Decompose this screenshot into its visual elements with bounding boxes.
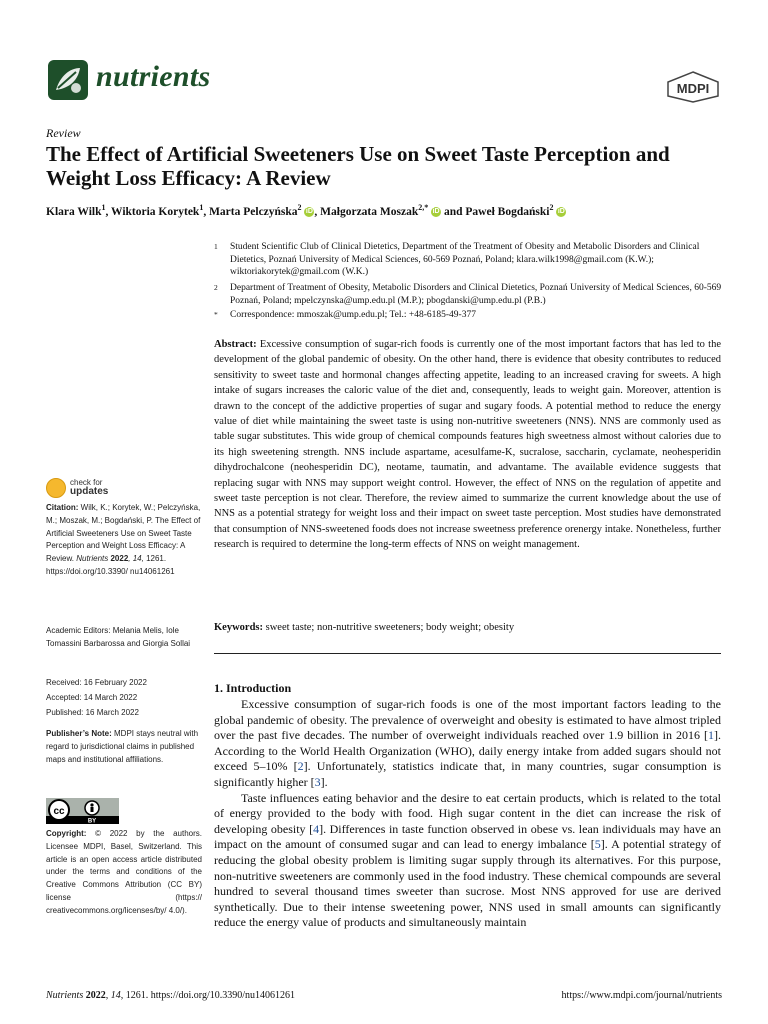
introduction-body [214, 697, 721, 931]
check-updates-label-bold: updates [70, 486, 109, 497]
paragraph-text: Excessive consumption of sugar-rich foods is one of the most important factors leading to the global pandemic of obesity. The prevalence of overweight and obesity is estimated to have almost tripled over the past five decades. The number of overweight individuals reached over 1.9 billion in 2016 [ [214, 697, 721, 743]
affiliation-marker: 2,* [418, 203, 429, 212]
publisher-name: MDPI [676, 81, 710, 96]
author-name[interactable]: Marta Pelczyńska [209, 205, 298, 218]
reference-link[interactable]: 2 [297, 759, 304, 774]
received-date: Received: 16 February 2022 [46, 678, 147, 687]
paragraph-text: ]. Differences in taste function observed in obese vs. lean individuals may have an impact on the amount of consumed sugar and can lead to energy imbalance [ [214, 821, 721, 852]
affiliation-text: Student Scientific Club of Clinical Dietetics, Department of the Treatment of Obesity and Metabolic Disorders and Clinical Dietetics, Poznań University of Medical Sciences, 60-569 Poznań, Poland; klara.wilk1998@gmail.com (K.W.); wiktoriakorytek@gmail.com (W.K.) [230, 242, 700, 277]
copyright-text: © 2022 by the authors. Licensee MDPI, Basel, Switzerland. This article is an open access article distributed under the terms and conditions of the Creative Commons Attribution (CC BY) license (https:// creativecommons.org/licenses/by/ 4.0/). [46, 829, 202, 915]
abstract-label: Abstract: [214, 339, 257, 350]
affiliation-mark: * [214, 310, 218, 319]
separator: , [314, 205, 321, 218]
paragraph-text: ]. [320, 774, 328, 789]
check-updates-label: check for [70, 478, 103, 487]
article-title: The Effect of Artificial Sweeteners Use on Sweet Taste Perception and Weight Loss Efficacy: A Review [46, 142, 670, 190]
citation [46, 502, 202, 618]
affiliation-mark: 2 [214, 283, 218, 292]
copyright [46, 828, 202, 944]
section-heading: 1. Introduction [214, 681, 292, 695]
abstract-text: Excessive consumption of sugar-rich foods is currently one of the most important factors that has led to the development of the global pandemic of obesity. On the other hand, there is evidence that obesity contributes to reduced sensitivity to sweet taste and hormonal changes affecting appetite, leading to an increased craving for sweets. A high intake of sugars increases the caloric value of the diet and, consequently, leads to weight gain. Moreover, attention is drawn to the concept of the addictive properties of sugar and sugary foods. A potential method to reduce the energy value of diet while maintaining the sweet taste is using non-nutritive sweeteners (NNS). NNS are commonly used as table sugar substitutes. This wide group of chemical compounds features high sweetness almost without calories due to its high sweetening strength. NNS include aspartame, acesulfame-K, sucralose, saccharin, cyclamate, neohesperidin dihydrochalcone (neohesperidin DC), neotame, taumatin, and advantame. The available evidence suggests that replacing sugar with NNS may support weight control. However, the effect of NNS on the regulation of appetite and sweet taste perception is not clear. Therefore, the review aimed to summarize the current knowledge about the use of NNS as a potential strategy for weight loss and their impact on sweet taste perception. Most studies have demonstrated that consumption of NNS-sweetened foods does not increase sweetness preference orenergy intake. Nonetheless, further research is required to determine the long-term effects of NNS on weight management. [214, 339, 721, 551]
footer-year: 2022 [83, 990, 106, 1001]
affiliation-2 [214, 282, 724, 308]
affiliation-marker: 1 [199, 203, 204, 212]
publisher-note [46, 728, 202, 782]
reference-link[interactable]: 4 [313, 821, 320, 836]
journal-name: nutrients [96, 60, 211, 93]
affiliation-marker: 2 [297, 203, 302, 212]
correspondence [214, 309, 724, 323]
paragraph-text: ]. A potential strategy of reducing the global obesity problem is limiting sugar supply through its alternatives. For this purpose, non-nutritive sweeteners are commonly used in the food industry. These chemical compounds are several hundred to several thousand times sweeter than sucrose. Most NNS approved for use are derived synthetically. Due to their intense sweetening power, NNS used in small amounts can significantly reduce the energy value of products and simultaneously maintain [214, 837, 721, 930]
paragraph [214, 791, 721, 931]
affiliation-text: Department of Treatment of Obesity, Metabolic Disorders and Clinical Dietetics, Poznań University of Medical Sciences, 60-569 Poznań, Poland; mpelczynska@ump.edu.pl (M.P.); pbogdanski@ump.edu.pl (P.B.) [230, 283, 722, 306]
footer-volume: , 14, [105, 990, 124, 1001]
footer-journal-url[interactable]: https://www.mdpi.com/journal/nutrients [561, 990, 722, 1001]
author-list [46, 203, 736, 218]
academic-editors: Academic Editors: Melania Melis, Iole Tomassini Barbarossa and Giorgia Sollai [46, 626, 191, 648]
paragraph-text: ]. Unfortunately, statistics indicate that, in many countries, sugar consumption is significantly higher [ [214, 759, 722, 789]
check-for-updates-button[interactable] [46, 478, 166, 500]
publisher-note-text: MDPI stays neutral with regard to jurisdictional claims in published maps and institutional affiliations. [46, 729, 199, 764]
orcid-icon[interactable]: iD [432, 208, 440, 216]
copyright-label: Copyright: [46, 829, 87, 838]
footer-citation [46, 990, 295, 1001]
affiliation-1 [214, 241, 724, 279]
section-divider [214, 653, 721, 654]
affiliation-marker: 1 [101, 203, 106, 212]
citation-volume: , 14, [128, 554, 144, 564]
author-name[interactable]: Klara Wilk [46, 205, 102, 218]
author-name[interactable]: Wiktoria Korytek [111, 205, 200, 218]
citation-label: Citation: [46, 503, 79, 512]
footer-doi[interactable]: 1261. https://doi.org/10.3390/nu14061261 [123, 990, 296, 1001]
accepted-date: Accepted: 14 March 2022 [46, 693, 138, 702]
citation-year: 2022 [108, 554, 129, 564]
abstract [214, 337, 721, 553]
author-name[interactable]: Małgorzata Moszak [320, 205, 419, 218]
paragraph-text: Taste influences eating behavior and the desire to eat certain products, which is related to the total of energy provided to the body with food. High sugar content in the diet can increase the risk of developing obesity [ [214, 790, 721, 836]
citation-doi[interactable]: 1261. https://doi.org/10.3390/ nu14061261 [46, 554, 175, 576]
by-label: BY [87, 818, 97, 824]
affiliation-marker: 2 [549, 203, 554, 212]
orcid-icon[interactable]: iD [557, 208, 565, 216]
keywords-text: sweet taste; non-nutritive sweeteners; body weight; obesity [263, 622, 515, 633]
paragraph [214, 697, 721, 791]
cc-label: cc [53, 806, 65, 817]
footer-journal: Nutrients [46, 990, 84, 1001]
orcid-icon[interactable]: iD [305, 208, 313, 216]
separator: , [105, 205, 112, 218]
article-type: Review [46, 126, 81, 140]
affiliation-mark: 1 [214, 242, 218, 251]
correspondence-text: Correspondence: mmoszak@ump.edu.pl; Tel.: +48-6185-49-377 [230, 310, 476, 320]
publisher-note-label: Publisher’s Note: [46, 729, 112, 738]
separator: and [441, 205, 466, 218]
reference-link[interactable]: 5 [594, 837, 601, 852]
keywords [214, 622, 721, 633]
separator: , [203, 205, 210, 218]
keywords-label: Keywords: [214, 622, 263, 633]
reference-link[interactable]: 1 [708, 728, 714, 743]
mdpi-logo-icon [666, 70, 720, 104]
citation-journal: Nutrients [76, 554, 109, 564]
author-name[interactable]: Paweł Bogdański [465, 205, 550, 218]
citation-text: Wilk, K.; Korytek, W.; Pelczyńska, M.; Moszak, M.; Bogdański, P. The Effect of Artificial Sweeteners Use on Sweet Taste Perception and Weight Loss Efficacy: A Review. [46, 503, 201, 564]
paragraph-text: ]. According to the World Health Organization (WHO), daily energy intake from added sugars should not exceed 5–10% [ [214, 728, 721, 774]
nutrients-logo-icon [46, 58, 90, 102]
check-updates-icon [46, 478, 66, 498]
cc-by-license-icon[interactable] [46, 798, 119, 824]
reference-link[interactable]: 3 [314, 774, 321, 789]
published-date: Published: 16 March 2022 [46, 708, 139, 717]
